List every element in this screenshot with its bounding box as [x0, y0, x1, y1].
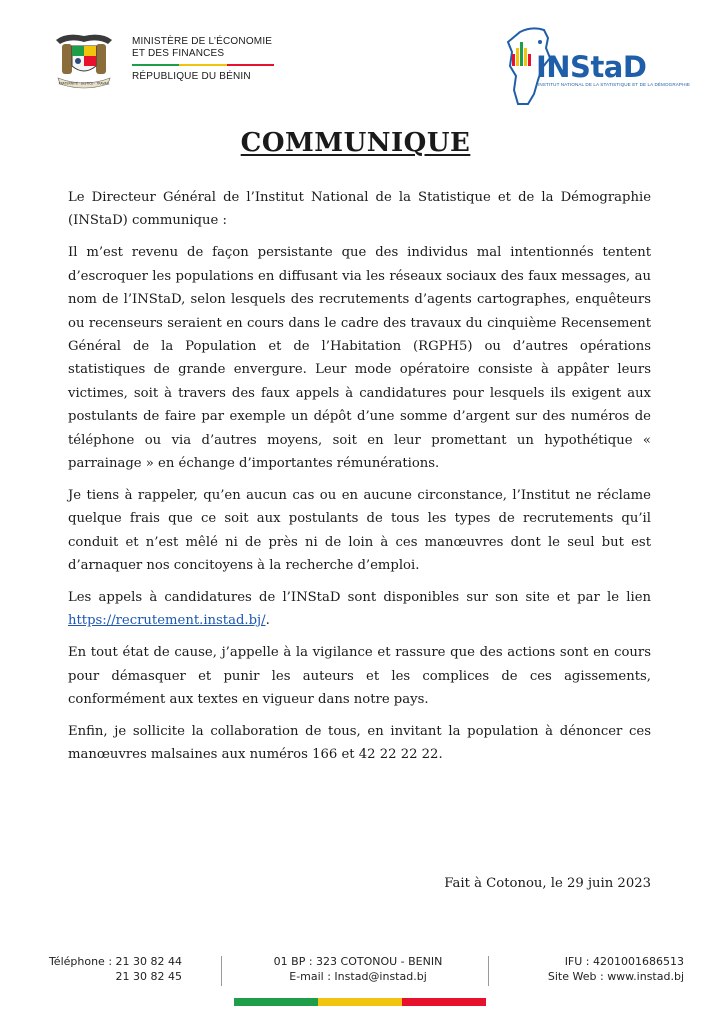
email-address: E-mail : Instad@instad.bj — [289, 970, 427, 983]
paragraph-collaboration: Enfin, je sollicite la collaboration de tous, en invitant la population à dénoncer ces manœuvres malsaines aux numéros 166 et 42 22 22 22. — [68, 724, 651, 763]
footer-divider — [488, 956, 489, 986]
website: Site Web : www.instad.bj — [547, 970, 684, 983]
document-title: COMMUNIQUE — [240, 128, 471, 158]
coat-motto: FRATERNITÉ · JUSTICE · TRAVAIL — [58, 81, 110, 86]
flag-color-bar — [234, 998, 486, 1006]
recruitment-period: . — [265, 613, 270, 629]
ministry-name-line1: MINISTÈRE DE L’ÉCONOMIE — [132, 36, 273, 47]
paragraph-vigilance: En tout état de cause, j’appelle à la vigilance et rassure que des actions sont en cours pour démasquer et punir les auteurs et les complices de ces agissements, conformément aux textes en vigueur dans notre pays. — [68, 645, 651, 708]
footer-address — [232, 954, 484, 984]
paragraph-recruitment-link — [68, 586, 651, 633]
flag-divider — [132, 64, 274, 66]
paragraph-intro: Le Directeur Général de l’Institut National de la Statistique et de la Démographie (INStaD) communique : — [68, 190, 651, 229]
postal-address: 01 BP : 323 COTONOU - BENIN — [273, 955, 443, 968]
footer-divider — [221, 956, 222, 986]
signature-date: Fait à Cotonou, le 29 juin 2023 — [444, 876, 651, 891]
republic-name: RÉPUBLIQUE DU BÉNIN — [132, 71, 251, 82]
paragraph-scam-description: Il m’est revenu de façon persistante que des individus mal intentionnés tentent d’escroquer les populations en diffusant via les réseaux sociaux des faux messages, au nom de l’INStaD, selon lesquels des recrutements d’agents cartographes, enquêteurs ou recenseurs seraient en cours dans le cadre des travaux du cinquième Recensement Général de la Population et de l’Habitation (RGPH5) ou d’autres opérations statistiques de grande envergure. Leur mode opératoire consiste à appâter leurs victimes, soit à travers des faux appels à candidatures pour lesquels ils exigent aux postulants de faire par exemple un dépôt d’une somme d’argent sur des numéros de téléphone ou via d’autres moyens, soit en leur promettant un hypothétique « parrainage » en échange d’importantes rémunérations. — [68, 245, 651, 471]
instad-logo-text: INStaD — [536, 50, 647, 84]
ifu-number: IFU : 4201001686513 — [564, 955, 684, 968]
paragraph-no-fees: Je tiens à rappeler, qu’en aucun cas ou en aucune circonstance, l’Institut ne réclame quelque frais que ce soit aux postulants de tous les types de recrutements qu’il conduit et n’est mêlé ni de près ni de loin à ces manœuvres dont le seul but est d’arnaquer nos concitoyens à la recherche d’emploi. — [68, 487, 651, 574]
footer-ids — [548, 954, 684, 984]
letterhead — [0, 0, 719, 118]
phone-line2: 21 30 82 45 — [115, 970, 182, 983]
footer-phone — [49, 954, 182, 984]
recruitment-link[interactable]: https://recrutement.instad.bj/ — [68, 613, 266, 629]
ministry-block — [132, 36, 282, 83]
instad-subtitle: INSTITUT NATIONAL DE LA STATISTIQUE ET DE LA DÉMOGRAPHIE — [538, 82, 691, 87]
coat-of-arms-icon — [48, 30, 120, 92]
phone-line1: Téléphone : 21 30 82 44 — [48, 955, 182, 968]
footer — [0, 950, 719, 990]
ministry-name-line2: ET DES FINANCES — [132, 48, 225, 59]
recruitment-text: Les appels à candidatures de l’INStaD sont disponibles sur son site et par le lien — [68, 590, 651, 605]
communique-body — [68, 186, 651, 775]
